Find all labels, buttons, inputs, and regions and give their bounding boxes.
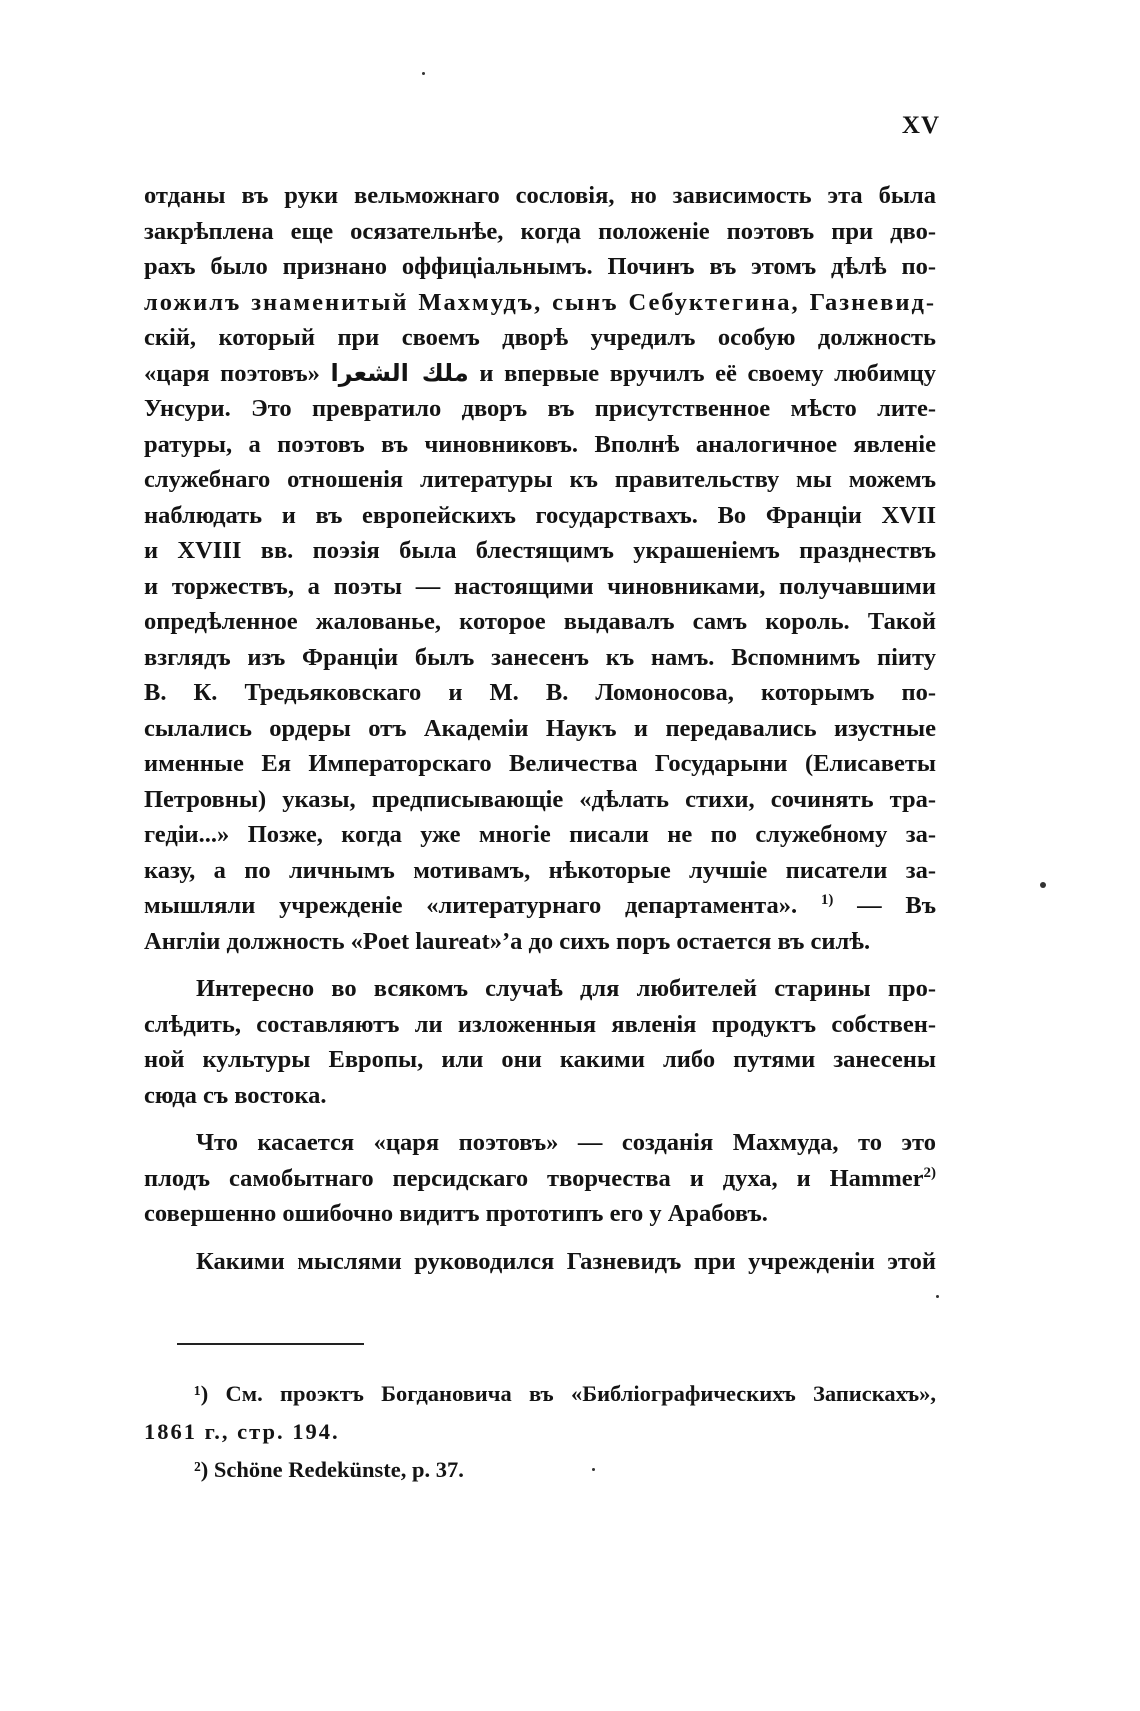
footnote-separator bbox=[177, 1343, 364, 1345]
footnote-1 bbox=[144, 1375, 936, 1413]
text-line: Унсури. Это превратило дворъ въ присутственное мѣсто лите- bbox=[144, 395, 936, 422]
scan-speck bbox=[1040, 882, 1046, 888]
paragraph-gap bbox=[144, 1232, 936, 1244]
text-line: слѣдить, составляютъ ли изложенныя явленія продуктъ собствен- bbox=[144, 1010, 936, 1038]
footnote-mark: ²) bbox=[194, 1457, 209, 1482]
footnote-text: См. проэктъ Богдановича въ «Библіографическихъ Запискахъ», bbox=[225, 1381, 937, 1406]
text-line: наблюдать и въ европейскихъ государствахъ. Во Франціи XVII bbox=[144, 501, 936, 529]
scan-speck bbox=[422, 72, 425, 75]
text-line: именные Ея Императорскаго Величества Государыни (Елисаветы bbox=[144, 750, 936, 777]
scan-speck bbox=[592, 1468, 595, 1471]
text-line: казу, а по личнымъ мотивамъ, нѣкоторые лучшіе писатели за- bbox=[144, 856, 936, 884]
text-line: сюда съ востока. bbox=[144, 1081, 327, 1109]
paragraph-gap bbox=[144, 959, 936, 971]
text-line: Петровны) указы, предписывающіе «дѣлать стихи, сочинять тра- bbox=[144, 785, 936, 813]
text-line: ложилъ знаменитый Махмудъ, сынъ Себуктегина, Газневид- bbox=[144, 288, 936, 316]
footnote-ref[interactable]: 2) bbox=[923, 1164, 936, 1181]
text-line: Какими мыслями руководился Газневидъ при учрежденіи этой bbox=[196, 1247, 936, 1275]
footnote-text: Schöne Redekünste, p. 37. bbox=[213, 1457, 464, 1482]
text-line: ратуры, а поэтовъ въ чиновниковъ. Вполнѣ аналогичное явленіе bbox=[144, 430, 936, 458]
text-line-with-arabic: «царя поэтовъ» ملك الشعرا и впервые вручилъ её своему любимцу bbox=[144, 358, 936, 387]
text-line: совершенно ошибочно видитъ прототипъ его у Арабовъ. bbox=[144, 1200, 768, 1227]
footnote-ref[interactable]: 1) bbox=[820, 892, 834, 908]
footnote-1-continuation: 1861 г., стр. 194. bbox=[144, 1419, 340, 1444]
text-line: ной культуры Европы, или они какими либо путями занесены bbox=[144, 1046, 936, 1073]
text-line: и торжествъ, а поэты — настоящими чиновниками, получавшими bbox=[144, 572, 936, 600]
arabic-phrase: ملك الشعرا bbox=[330, 358, 469, 387]
text-line: взглядъ изъ Франціи былъ занесенъ къ намъ. Вспомнимъ піиту bbox=[144, 643, 936, 671]
text-line: сылались ордеры отъ Академіи Наукъ и передавались изустные bbox=[144, 714, 936, 742]
text-line: В. К. Тредьяковскаго и М. В. Ломоносова, которымъ по- bbox=[144, 679, 936, 706]
text-line: закрѣплена еще осязательнѣе, когда положеніе поэтовъ при дво- bbox=[144, 217, 936, 245]
text-line: и XVIII вв. поэзія была блестящимъ украшеніемъ празднествъ bbox=[144, 537, 936, 564]
text-line: рахъ было признано оффиціальнымъ. Починъ въ этомъ дѣлѣ по- bbox=[144, 253, 936, 280]
main-text bbox=[144, 178, 936, 1279]
text-line: Англіи должность «Poet laureat»’а до сихъ поръ остается въ силѣ. bbox=[144, 927, 871, 955]
text-line: скій, который при своемъ дворѣ учредилъ особую должность bbox=[144, 324, 936, 351]
page-number: XV bbox=[901, 112, 940, 139]
paragraph-gap bbox=[144, 1113, 936, 1125]
text-line-with-footnote-ref: мышляли учрежденіе «литературнаго департамента». $^{1)}$ — Въ bbox=[144, 892, 937, 919]
text-line-with-footnote-ref: плодъ самобытнаго персидскаго творчества и духа, и Hammer$^{2)}$ bbox=[144, 1164, 936, 1192]
text-line: Интересно во всякомъ случаѣ для любителей старины про- bbox=[196, 975, 936, 1002]
text-line: гедіи...» Позже, когда уже многіе писали не по служебному за- bbox=[144, 821, 936, 848]
footnote-2 bbox=[144, 1451, 936, 1489]
text-line: опредѣленное жалованье, которое выдавалъ самъ король. Такой bbox=[144, 608, 936, 635]
text-line: Что касается «царя поэтовъ» — созданія Махмуда, то это bbox=[196, 1129, 936, 1156]
text-line: служебнаго отношенія литературы къ правительству мы можемъ bbox=[144, 466, 936, 493]
scan-speck bbox=[936, 1295, 939, 1298]
footnote-mark: ¹) bbox=[194, 1381, 209, 1406]
footnotes bbox=[144, 1375, 936, 1489]
text-line: отданы въ руки вельможнаго сословія, но зависимость эта была bbox=[144, 182, 936, 209]
